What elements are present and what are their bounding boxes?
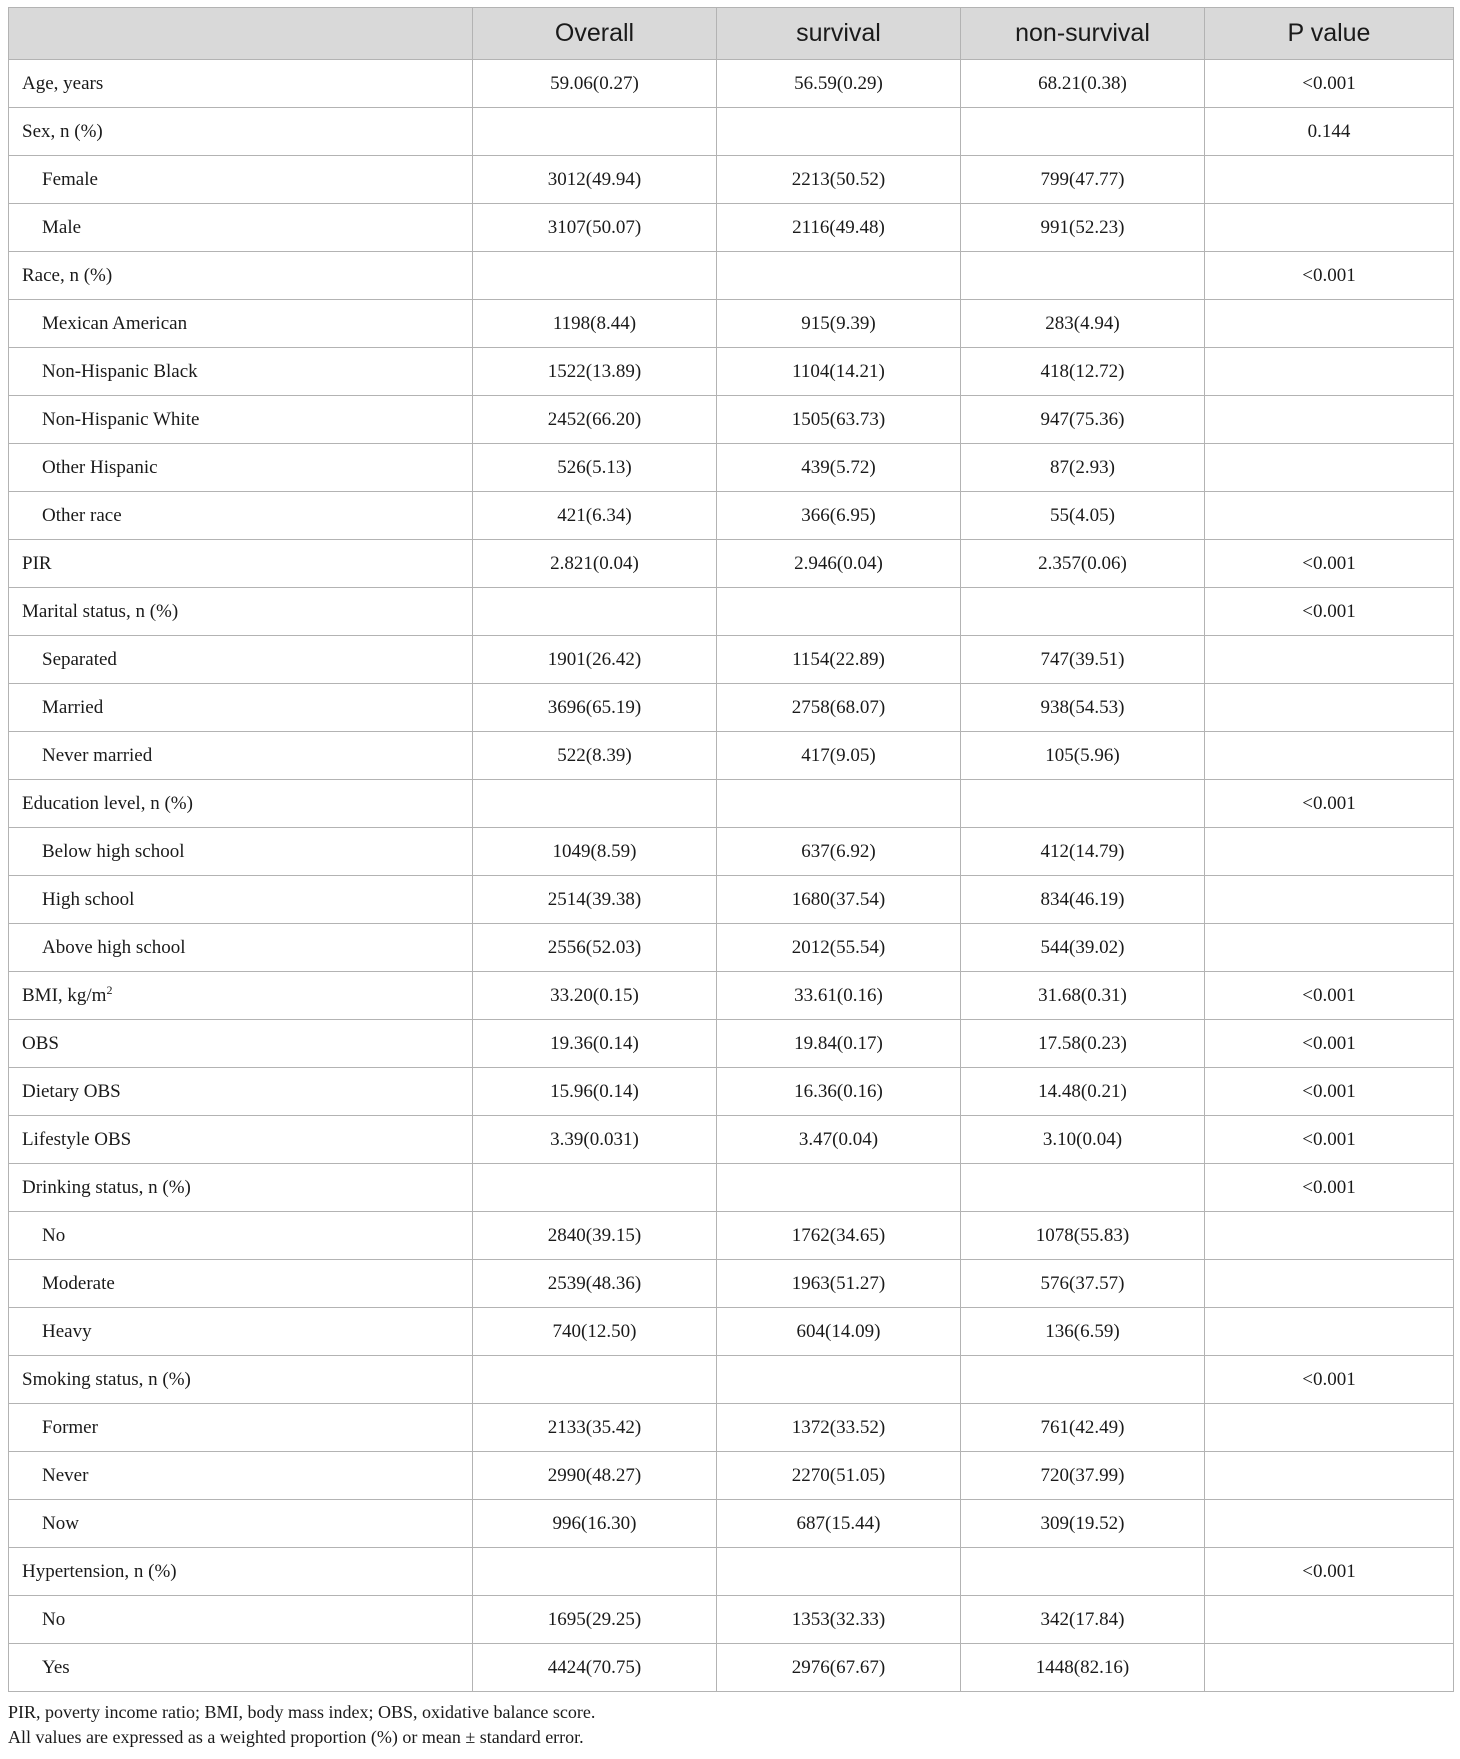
row-label [9, 396, 473, 444]
cell-non-survival: 309(19.52) [961, 1500, 1205, 1548]
cell-survival: 33.61(0.16) [717, 972, 961, 1020]
cell-overall: 33.20(0.15) [473, 972, 717, 1020]
cell-overall: 2556(52.03) [473, 924, 717, 972]
cell-non-survival [961, 108, 1205, 156]
cell-overall: 526(5.13) [473, 444, 717, 492]
cell-survival: 2758(68.07) [717, 684, 961, 732]
cell-survival: 687(15.44) [717, 1500, 961, 1548]
cell-survival: 19.84(0.17) [717, 1020, 961, 1068]
cell-overall [473, 588, 717, 636]
row-label-text: High school [42, 888, 135, 910]
footnote-abbreviations: PIR, poverty income ratio; BMI, body mass index; OBS, oxidative balance score. [8, 1702, 596, 1722]
cell-p-value: <0.001 [1205, 60, 1454, 108]
cell-survival: 1154(22.89) [717, 636, 961, 684]
row-label [9, 780, 473, 828]
row-label-text: Other Hispanic [42, 456, 158, 478]
cell-non-survival: 576(37.57) [961, 1260, 1205, 1308]
cell-p-value [1205, 924, 1454, 972]
table-row [9, 1212, 1454, 1260]
cell-p-value: <0.001 [1205, 588, 1454, 636]
cell-survival: 604(14.09) [717, 1308, 961, 1356]
row-label-text: Smoking status, n (%) [22, 1368, 191, 1390]
table-row [9, 1164, 1454, 1212]
cell-survival [717, 108, 961, 156]
row-label-text: Moderate [42, 1272, 115, 1294]
table-row [9, 540, 1454, 588]
table-row [9, 1020, 1454, 1068]
cell-non-survival [961, 1356, 1205, 1404]
cell-overall: 1198(8.44) [473, 300, 717, 348]
cell-survival: 1963(51.27) [717, 1260, 961, 1308]
row-label [9, 252, 473, 300]
row-label [9, 60, 473, 108]
cell-overall: 19.36(0.14) [473, 1020, 717, 1068]
cell-non-survival: 938(54.53) [961, 684, 1205, 732]
cell-non-survival: 947(75.36) [961, 396, 1205, 444]
cell-overall: 2452(66.20) [473, 396, 717, 444]
cell-p-value: <0.001 [1205, 1020, 1454, 1068]
row-label-text: No [42, 1608, 66, 1630]
row-label [9, 876, 473, 924]
cell-non-survival: 544(39.02) [961, 924, 1205, 972]
table-header [9, 8, 1454, 60]
row-label-text: Hypertension, n (%) [22, 1560, 177, 1582]
cell-p-value: <0.001 [1205, 780, 1454, 828]
cell-p-value: <0.001 [1205, 1548, 1454, 1596]
cell-overall: 1049(8.59) [473, 828, 717, 876]
table-row [9, 396, 1454, 444]
cell-overall: 3.39(0.031) [473, 1116, 717, 1164]
cell-survival: 2976(67.67) [717, 1644, 961, 1692]
cell-non-survival: 17.58(0.23) [961, 1020, 1205, 1068]
table-row [9, 1596, 1454, 1644]
cell-non-survival: 799(47.77) [961, 156, 1205, 204]
row-label-text: Married [42, 696, 104, 718]
header-p-value: P value [1205, 8, 1454, 60]
header-survival: survival [717, 8, 961, 60]
cell-non-survival: 418(12.72) [961, 348, 1205, 396]
cell-p-value [1205, 1260, 1454, 1308]
table-footnotes [8, 1700, 1453, 1750]
cell-survival: 637(6.92) [717, 828, 961, 876]
table-row [9, 444, 1454, 492]
cell-p-value [1205, 1596, 1454, 1644]
row-label [9, 588, 473, 636]
table-row [9, 1404, 1454, 1452]
row-label-text: Education level, n (%) [22, 792, 193, 814]
table-row [9, 60, 1454, 108]
cell-survival: 2116(49.48) [717, 204, 961, 252]
cell-overall [473, 780, 717, 828]
row-label [9, 348, 473, 396]
table-row [9, 780, 1454, 828]
header-variable [9, 8, 473, 60]
cell-non-survival: 834(46.19) [961, 876, 1205, 924]
cell-survival [717, 1548, 961, 1596]
cell-survival: 366(6.95) [717, 492, 961, 540]
table-row [9, 1308, 1454, 1356]
cell-overall [473, 1548, 717, 1596]
cell-survival: 2270(51.05) [717, 1452, 961, 1500]
cell-non-survival: 1078(55.83) [961, 1212, 1205, 1260]
cell-overall: 2133(35.42) [473, 1404, 717, 1452]
row-label [9, 1020, 473, 1068]
row-label-text: Dietary OBS [22, 1080, 121, 1102]
header-overall: Overall [473, 8, 717, 60]
table-row [9, 108, 1454, 156]
cell-overall [473, 1356, 717, 1404]
table-row [9, 1260, 1454, 1308]
table-row [9, 876, 1454, 924]
cell-non-survival: 412(14.79) [961, 828, 1205, 876]
row-label [9, 492, 473, 540]
table-row [9, 684, 1454, 732]
footnote-values-note: All values are expressed as a weighted proportion (%) or mean ± standard error. [8, 1727, 584, 1747]
cell-non-survival [961, 1164, 1205, 1212]
cell-overall: 522(8.39) [473, 732, 717, 780]
table-body [9, 60, 1454, 1692]
row-label-text: Former [42, 1416, 98, 1438]
cell-survival [717, 1164, 961, 1212]
cell-p-value [1205, 396, 1454, 444]
cell-p-value: <0.001 [1205, 540, 1454, 588]
cell-survival: 2213(50.52) [717, 156, 961, 204]
cell-survival: 1372(33.52) [717, 1404, 961, 1452]
row-label [9, 828, 473, 876]
cell-survival: 1680(37.54) [717, 876, 961, 924]
cell-p-value [1205, 1404, 1454, 1452]
row-label [9, 972, 473, 1020]
cell-non-survival: 68.21(0.38) [961, 60, 1205, 108]
cell-p-value: <0.001 [1205, 1356, 1454, 1404]
cell-non-survival: 105(5.96) [961, 732, 1205, 780]
cell-survival: 56.59(0.29) [717, 60, 961, 108]
cell-non-survival: 55(4.05) [961, 492, 1205, 540]
row-label [9, 1212, 473, 1260]
row-label-text: Marital status, n (%) [22, 600, 179, 622]
row-label-text: Non-Hispanic Black [42, 360, 198, 382]
cell-survival: 1353(32.33) [717, 1596, 961, 1644]
cell-overall: 2840(39.15) [473, 1212, 717, 1260]
cell-survival: 417(9.05) [717, 732, 961, 780]
cell-p-value [1205, 204, 1454, 252]
table-row [9, 1068, 1454, 1116]
cell-p-value [1205, 444, 1454, 492]
cell-p-value [1205, 684, 1454, 732]
table-row [9, 300, 1454, 348]
row-label [9, 540, 473, 588]
cell-overall: 3012(49.94) [473, 156, 717, 204]
cell-overall: 2.821(0.04) [473, 540, 717, 588]
row-label [9, 444, 473, 492]
row-label [9, 732, 473, 780]
cell-non-survival: 136(6.59) [961, 1308, 1205, 1356]
cell-overall: 3107(50.07) [473, 204, 717, 252]
cell-overall: 4424(70.75) [473, 1644, 717, 1692]
row-label [9, 1308, 473, 1356]
cell-p-value: <0.001 [1205, 1068, 1454, 1116]
row-label [9, 1116, 473, 1164]
table-row [9, 348, 1454, 396]
row-label-text: Sex, n (%) [22, 120, 103, 142]
row-label [9, 1548, 473, 1596]
cell-p-value [1205, 1452, 1454, 1500]
row-label-text: OBS [22, 1032, 59, 1054]
table-row [9, 1356, 1454, 1404]
cell-overall: 15.96(0.14) [473, 1068, 717, 1116]
row-label-text: PIR [22, 552, 52, 574]
cell-survival: 3.47(0.04) [717, 1116, 961, 1164]
cell-p-value [1205, 732, 1454, 780]
row-label-text: Age, years [22, 72, 104, 94]
row-label [9, 684, 473, 732]
table-row [9, 732, 1454, 780]
row-label-text: BMI, kg/m [22, 984, 107, 1006]
cell-overall: 2514(39.38) [473, 876, 717, 924]
row-label-superscript: 2 [106, 982, 113, 997]
cell-survival: 1104(14.21) [717, 348, 961, 396]
cell-overall: 740(12.50) [473, 1308, 717, 1356]
row-label-text: Female [42, 168, 98, 190]
cell-non-survival [961, 252, 1205, 300]
table-row [9, 1548, 1454, 1596]
cell-overall [473, 1164, 717, 1212]
cell-overall: 3696(65.19) [473, 684, 717, 732]
cell-non-survival: 3.10(0.04) [961, 1116, 1205, 1164]
row-label-text: Now [42, 1512, 79, 1534]
table-row [9, 1644, 1454, 1692]
cell-p-value: 0.144 [1205, 108, 1454, 156]
cell-non-survival: 747(39.51) [961, 636, 1205, 684]
cell-p-value [1205, 636, 1454, 684]
row-label [9, 156, 473, 204]
cell-non-survival: 720(37.99) [961, 1452, 1205, 1500]
row-label-text: Male [42, 216, 82, 238]
row-label-text: Never married [42, 744, 153, 766]
cell-non-survival: 761(42.49) [961, 1404, 1205, 1452]
cell-survival: 2.946(0.04) [717, 540, 961, 588]
cell-overall: 2539(48.36) [473, 1260, 717, 1308]
cell-p-value: <0.001 [1205, 1164, 1454, 1212]
table-row [9, 204, 1454, 252]
row-label [9, 636, 473, 684]
row-label [9, 1452, 473, 1500]
row-label-text: Above high school [42, 936, 186, 958]
cell-p-value [1205, 492, 1454, 540]
cell-non-survival [961, 780, 1205, 828]
cell-non-survival: 1448(82.16) [961, 1644, 1205, 1692]
row-label [9, 300, 473, 348]
table-row [9, 1452, 1454, 1500]
row-label [9, 1260, 473, 1308]
table-row [9, 636, 1454, 684]
table-row [9, 924, 1454, 972]
cell-survival [717, 1356, 961, 1404]
cell-p-value: <0.001 [1205, 252, 1454, 300]
cell-non-survival: 87(2.93) [961, 444, 1205, 492]
cell-p-value [1205, 828, 1454, 876]
row-label [9, 1596, 473, 1644]
row-label [9, 1500, 473, 1548]
cell-survival: 1505(63.73) [717, 396, 961, 444]
cell-overall: 421(6.34) [473, 492, 717, 540]
row-label [9, 1404, 473, 1452]
cell-p-value [1205, 1644, 1454, 1692]
cell-p-value [1205, 300, 1454, 348]
header-non-survival: non-survival [961, 8, 1205, 60]
cell-survival [717, 588, 961, 636]
header-row [9, 8, 1454, 60]
cell-p-value [1205, 156, 1454, 204]
cell-non-survival: 342(17.84) [961, 1596, 1205, 1644]
row-label-text: Heavy [42, 1320, 92, 1342]
row-label [9, 1356, 473, 1404]
row-label [9, 924, 473, 972]
cell-overall: 1901(26.42) [473, 636, 717, 684]
row-label-text: Race, n (%) [22, 264, 113, 286]
cell-p-value: <0.001 [1205, 972, 1454, 1020]
cell-overall: 1522(13.89) [473, 348, 717, 396]
row-label-text: Drinking status, n (%) [22, 1176, 191, 1198]
cell-non-survival: 31.68(0.31) [961, 972, 1205, 1020]
cell-non-survival: 2.357(0.06) [961, 540, 1205, 588]
row-label-text: No [42, 1224, 66, 1246]
cell-p-value [1205, 876, 1454, 924]
cell-overall [473, 252, 717, 300]
row-label-text: Mexican American [42, 312, 188, 334]
table-row [9, 588, 1454, 636]
table-row [9, 492, 1454, 540]
cell-survival: 1762(34.65) [717, 1212, 961, 1260]
cell-overall: 996(16.30) [473, 1500, 717, 1548]
cell-overall: 1695(29.25) [473, 1596, 717, 1644]
cell-non-survival: 14.48(0.21) [961, 1068, 1205, 1116]
row-label-text: Separated [42, 648, 117, 670]
cell-survival: 915(9.39) [717, 300, 961, 348]
row-label-text: Lifestyle OBS [22, 1128, 132, 1150]
cell-survival [717, 252, 961, 300]
table-row [9, 1500, 1454, 1548]
cell-p-value [1205, 1212, 1454, 1260]
cell-non-survival [961, 588, 1205, 636]
cell-p-value [1205, 348, 1454, 396]
table-container [8, 7, 1453, 1750]
row-label-text: Below high school [42, 840, 185, 862]
cell-survival: 439(5.72) [717, 444, 961, 492]
cell-p-value: <0.001 [1205, 1116, 1454, 1164]
row-label-text: Yes [42, 1656, 70, 1678]
row-label-text: Non-Hispanic White [42, 408, 200, 430]
baseline-characteristics-table [8, 7, 1454, 1692]
cell-non-survival: 283(4.94) [961, 300, 1205, 348]
cell-non-survival: 991(52.23) [961, 204, 1205, 252]
row-label [9, 204, 473, 252]
cell-survival [717, 780, 961, 828]
cell-survival: 16.36(0.16) [717, 1068, 961, 1116]
table-row [9, 1116, 1454, 1164]
cell-p-value [1205, 1308, 1454, 1356]
cell-overall: 2990(48.27) [473, 1452, 717, 1500]
row-label [9, 108, 473, 156]
row-label-text: Never [42, 1464, 89, 1486]
cell-survival: 2012(55.54) [717, 924, 961, 972]
row-label-text: Other race [42, 504, 122, 526]
cell-overall [473, 108, 717, 156]
row-label [9, 1644, 473, 1692]
table-row [9, 156, 1454, 204]
row-label [9, 1164, 473, 1212]
cell-non-survival [961, 1548, 1205, 1596]
table-row [9, 828, 1454, 876]
table-row [9, 252, 1454, 300]
row-label [9, 1068, 473, 1116]
cell-overall: 59.06(0.27) [473, 60, 717, 108]
table-row [9, 972, 1454, 1020]
cell-p-value [1205, 1500, 1454, 1548]
